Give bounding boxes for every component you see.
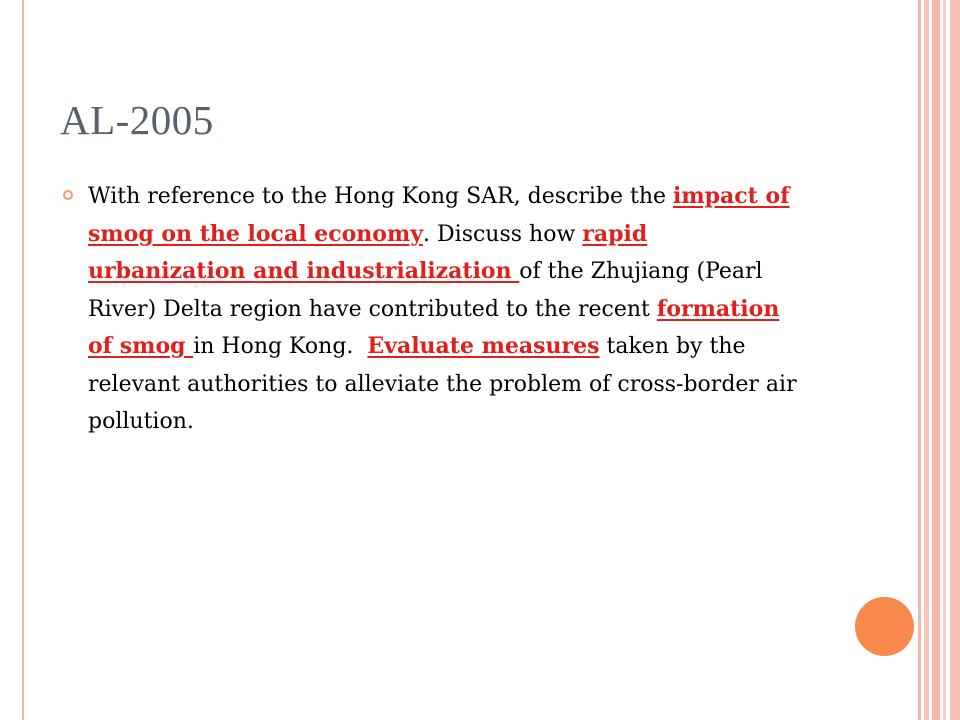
right-stripe-4: [943, 0, 946, 720]
highlight-impact-of-smog: impact of smog on the local economy: [88, 183, 790, 247]
slide-title: AL-2005: [60, 97, 214, 143]
text-segment-1: With reference to the Hong Kong SAR, describe the: [88, 184, 674, 209]
text-segment-5: taken by the relevant authorities to alleviate the problem of cross-border air pollution.: [88, 334, 797, 434]
highlight-formation-of-smog: formation of smog: [88, 295, 780, 359]
highlight-rapid-urbanization: rapid urbanization and industrialization: [88, 220, 648, 284]
bullet-text: [88, 178, 808, 441]
right-stripe-3: [932, 0, 940, 720]
text-segment-3: of the Zhujiang (Pearl River) Delta region have contributed to the recent: [88, 259, 763, 322]
right-stripe-1: [918, 0, 921, 720]
left-frame-line: [22, 0, 24, 720]
right-stripe-2: [924, 0, 929, 720]
accent-circle: [855, 597, 914, 656]
text-segment-2: . Discuss how: [423, 221, 583, 247]
highlight-evaluate-measures: Evaluate measures: [367, 333, 600, 359]
right-stripe-5: [950, 0, 960, 720]
text-segment-4: in Hong Kong.: [193, 334, 368, 359]
bullet-ring-icon: [63, 190, 73, 200]
